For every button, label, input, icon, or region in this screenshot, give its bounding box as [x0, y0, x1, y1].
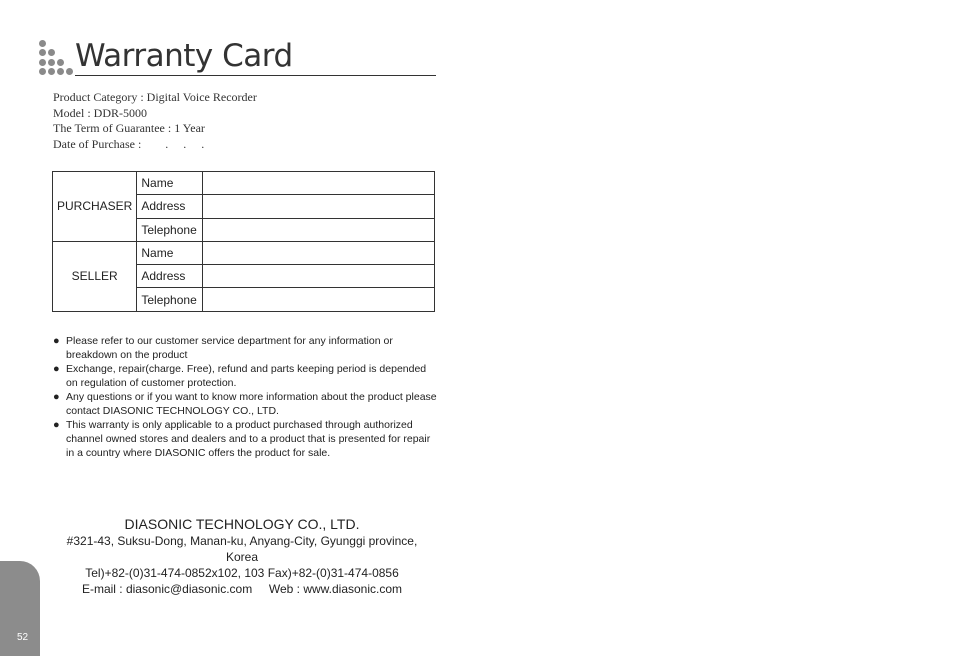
- note-text: Exchange, repair(charge. Free), refund and parts keeping period is depended on regulation of customer protection.: [66, 363, 427, 389]
- bullet-icon: ●: [53, 335, 60, 347]
- page-title: Warranty Card: [75, 38, 293, 74]
- logo-dots-icon: [39, 40, 77, 78]
- product-category: Product Category : Digital Voice Recorder: [53, 90, 257, 104]
- warranty-table: [52, 171, 435, 312]
- note-text: Please refer to our customer service department for any information or breakdown on the product: [66, 335, 393, 361]
- guarantee-term: The Term of Guarantee : 1 Year: [53, 121, 205, 135]
- list-item: [53, 418, 438, 460]
- table-row: [53, 241, 435, 264]
- bullet-icon: ●: [53, 391, 60, 403]
- product-info: [53, 90, 257, 152]
- product-model: Model : DDR-5000: [53, 105, 147, 120]
- company-phone: Tel)+82-(0)31-474-0852x102, 103 Fax)+82-(0)31-474-0856: [85, 566, 399, 580]
- purchaser-telephone-field[interactable]: [203, 218, 435, 241]
- note-text: This warranty is only applicable to a product purchased through authorized channel owned stores and dealers and to a product that is presented for repair in a country where DIASONIC offers the product for sale.: [66, 419, 431, 459]
- title-divider: [75, 75, 436, 76]
- seller-name-field[interactable]: [203, 241, 435, 264]
- warranty-notes: [53, 334, 438, 460]
- note-text: Any questions or if you want to know more information about the product please contact DIASONIC TECHNOLOGY CO., LTD.: [66, 391, 437, 417]
- seller-telephone-field[interactable]: [203, 288, 435, 311]
- table-row: [53, 172, 435, 195]
- company-address: #321-43, Suksu-Dong, Manan-ku, Anyang-City, Gyunggi province, Korea: [66, 534, 418, 564]
- purchaser-label: PURCHASER: [53, 172, 137, 242]
- bullet-icon: ●: [53, 419, 60, 431]
- company-name: DIASONIC TECHNOLOGY CO., LTD.: [124, 516, 360, 532]
- company-info: [52, 515, 432, 597]
- seller-address-label: Address: [137, 265, 203, 288]
- list-item: [53, 390, 438, 418]
- seller-label: SELLER: [53, 241, 137, 311]
- bullet-icon: ●: [53, 363, 60, 375]
- seller-telephone-label: Telephone: [137, 288, 203, 311]
- purchaser-address-label: Address: [137, 195, 203, 218]
- list-item: [53, 334, 438, 362]
- company-web: E-mail : diasonic@diasonic.com Web : www.diasonic.com: [81, 582, 403, 596]
- purchaser-name-label: Name: [137, 172, 203, 195]
- purchaser-telephone-label: Telephone: [137, 218, 203, 241]
- page-number: 52: [17, 632, 29, 643]
- purchaser-address-field[interactable]: [203, 195, 435, 218]
- purchase-date: Date of Purchase : . . .: [53, 136, 205, 151]
- list-item: [53, 362, 438, 390]
- seller-name-label: Name: [137, 241, 203, 264]
- purchaser-name-field[interactable]: [203, 172, 435, 195]
- seller-address-field[interactable]: [203, 265, 435, 288]
